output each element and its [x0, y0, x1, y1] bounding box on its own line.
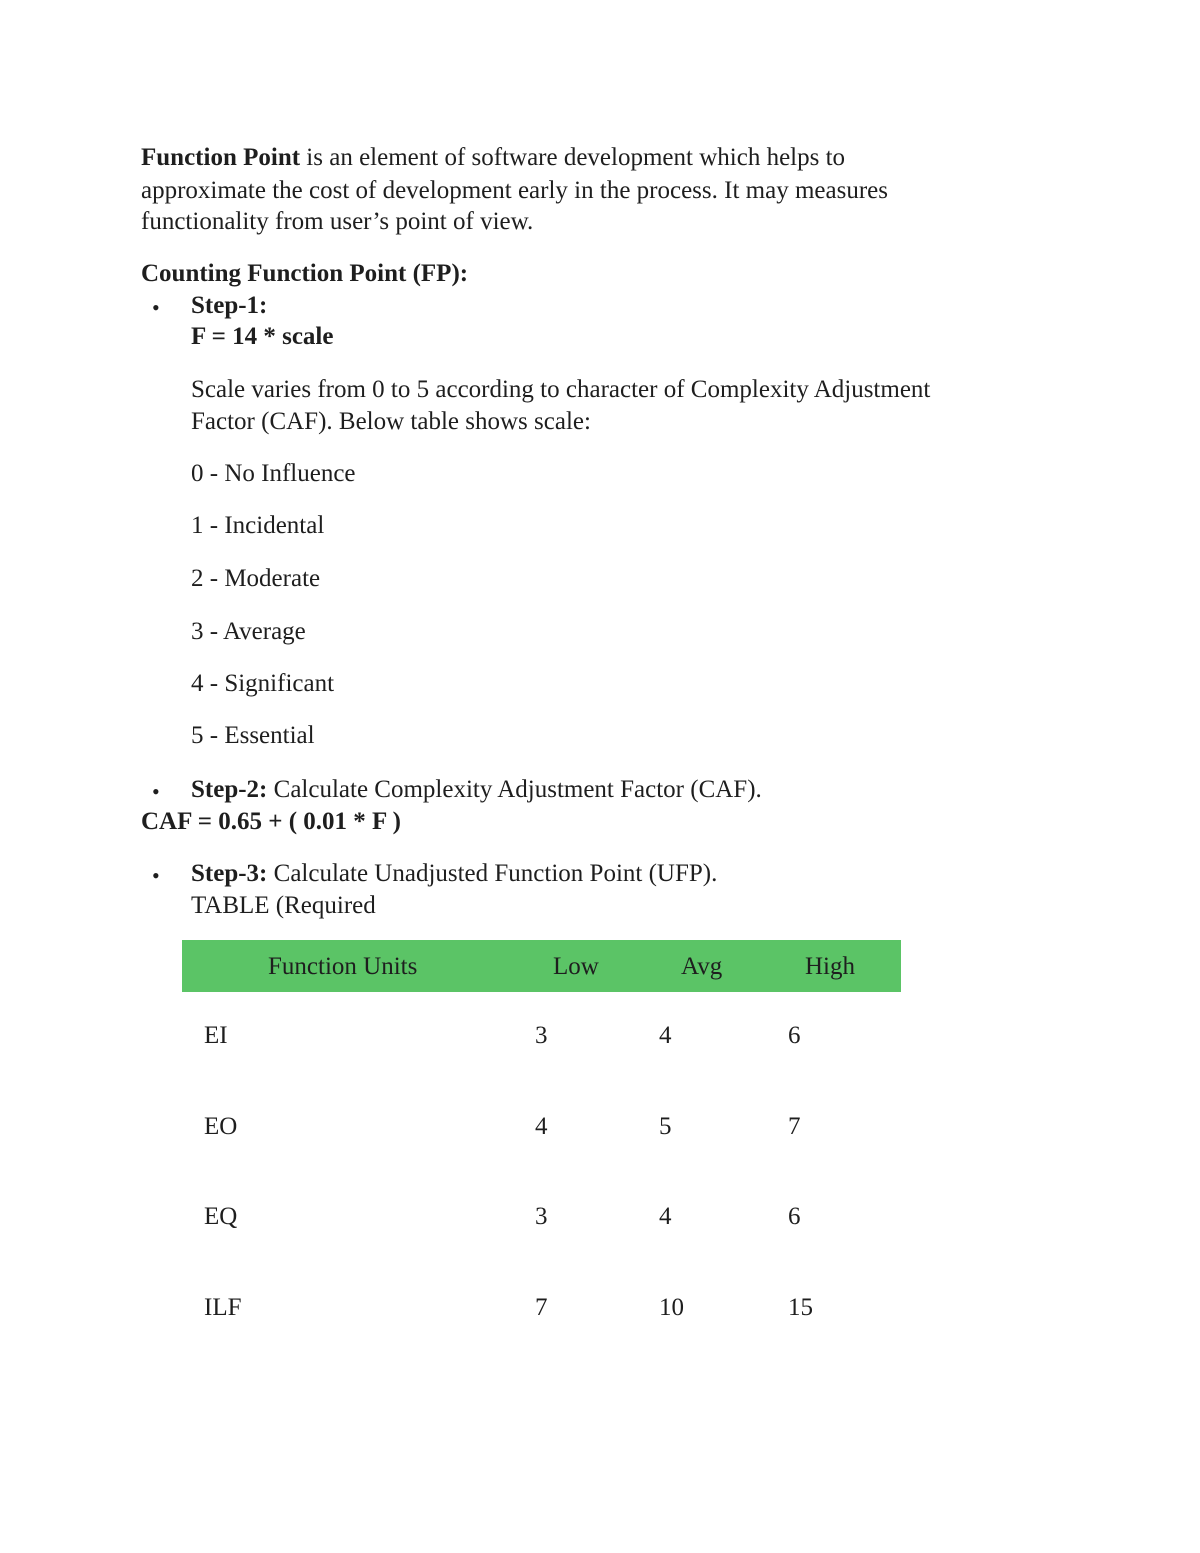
table-cell: 7: [535, 1294, 548, 1321]
scale-item: 3 - Average: [191, 618, 306, 645]
scale-item: 0 - No Influence: [191, 460, 356, 487]
column-header: Low: [553, 953, 599, 980]
step2-label: Step-2:: [191, 776, 268, 803]
table-cell: 7: [788, 1113, 801, 1140]
table-header: [182, 940, 901, 992]
table-cell: 15: [788, 1294, 813, 1321]
step1-desc-line-2: Factor (CAF). Below table shows scale:: [191, 408, 591, 435]
bullet-icon: •: [152, 295, 160, 320]
step3-label: Step-3:: [191, 860, 268, 887]
step2-text: Calculate Complexity Adjustment Factor (CAF).: [267, 776, 762, 803]
column-header: Function Units: [268, 953, 418, 980]
caf-formula: CAF = 0.65 + ( 0.01 * F ): [141, 808, 401, 835]
table-cell: ILF: [204, 1294, 242, 1321]
table-cell: 4: [659, 1203, 672, 1230]
table-cell: 4: [659, 1022, 672, 1049]
scale-item: 4 - Significant: [191, 670, 335, 697]
step2-line: [191, 774, 762, 806]
table-cell: 6: [788, 1022, 801, 1049]
intro-term: Function Point: [141, 144, 301, 171]
step1-desc-line-1: Scale varies from 0 to 5 according to character of Complexity Adjustment: [191, 376, 931, 403]
table-cell: 3: [535, 1022, 548, 1049]
section-heading: Counting Function Point (FP):: [141, 260, 469, 287]
table-cell: 3: [535, 1203, 548, 1230]
scale-item: 2 - Moderate: [191, 565, 321, 592]
table-cell: 6: [788, 1203, 801, 1230]
bullet-icon: •: [152, 779, 160, 804]
step1-label: Step-1:: [191, 292, 268, 319]
table-cell: 10: [659, 1294, 684, 1321]
intro-line-1-text: is an element of software development which helps to: [300, 144, 846, 171]
table-cell: EI: [204, 1022, 228, 1049]
column-header: High: [805, 953, 855, 980]
intro-line-2: approximate the cost of development early in the process. It may measures: [141, 177, 888, 204]
intro-line-1: [141, 142, 845, 174]
scale-item: 1 - Incidental: [191, 512, 325, 539]
table-cell: 4: [535, 1113, 548, 1140]
step3-line: [191, 858, 717, 890]
step3-line-2: TABLE (Required: [191, 892, 376, 919]
column-header: Avg: [681, 953, 723, 980]
scale-item: 5 - Essential: [191, 722, 315, 749]
step3-text: Calculate Unadjusted Function Point (UFP).: [267, 860, 718, 887]
step1-formula: F = 14 * scale: [191, 323, 334, 350]
table-cell: 5: [659, 1113, 672, 1140]
table-cell: EQ: [204, 1203, 238, 1230]
intro-line-3: functionality from user’s point of view.: [141, 208, 534, 235]
bullet-icon: •: [152, 863, 160, 888]
table-cell: EO: [204, 1113, 238, 1140]
